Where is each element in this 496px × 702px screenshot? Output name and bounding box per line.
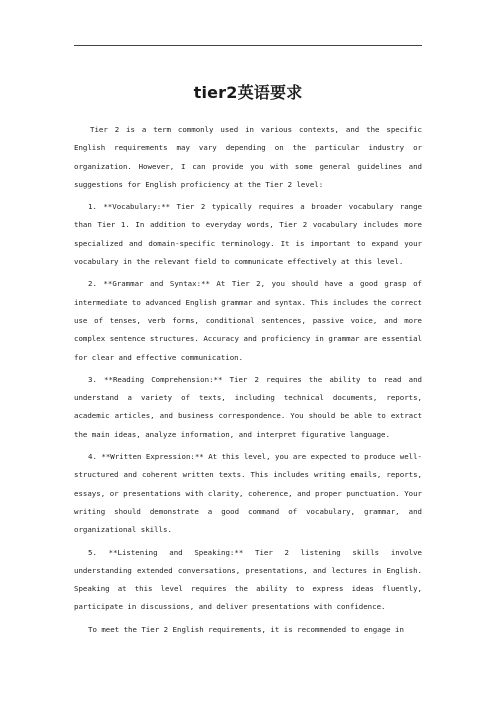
- writing-paragraph: 4. **Written Expression:** At this level, you are expected to produce well-structured and coherent written texts. This includes writing emails, reports, essays, or presentations with clarity, coherence, and proper punctuation. Your writing should demonstrate a good command of vocabulary, grammar, and organizational skills.: [74, 452, 422, 535]
- intro-paragraph: Tier 2 is a term commonly used in various contexts, and the specific English requirements may vary depending on the particular industry or organization. However, I can provide you with some general guidelines and suggestions for English proficiency at the Tier 2 level:: [74, 125, 422, 189]
- listening-paragraph: 5. **Listening and Speaking:** Tier 2 listening skills involve understanding extended conversations, presentations, and lectures in English. Speaking at this level requires the ability to express ideas fluently, participate in discussions, and deliver presentations with confidence.: [74, 547, 422, 612]
- closing-paragraph: To meet the Tier 2 English requirements, it is recommended to engage in: [88, 624, 404, 634]
- document-body: [74, 121, 422, 643]
- reading-paragraph: 3. **Reading Comprehension:** Tier 2 requires the ability to read and understand a variety of texts, including technical documents, reports, academic articles, and business correspondence. You should be able to extract the main ideas, analyze information, and interpret figurative language.: [74, 374, 422, 439]
- grammar-paragraph: 2. **Grammar and Syntax:** At Tier 2, you should have a good grasp of intermediate to advanced English grammar and syntax. This includes the correct use of tenses, verb forms, conditional sentences, passive voice, and more complex sentence structures. Accuracy and proficiency in grammar are essential for clear and effective communication.: [74, 279, 422, 362]
- vocabulary-paragraph: 1. **Vocabulary:** Tier 2 typically requires a broader vocabulary range than Tier 1. In addition to everyday words, Tier 2 vocabulary includes more specialized and domain-specific terminology. It is important to expand your vocabulary in the relevant field to communicate effectively at this level.: [74, 202, 422, 267]
- document-title: tier2英语要求: [193, 83, 303, 102]
- header-rule: [74, 45, 422, 46]
